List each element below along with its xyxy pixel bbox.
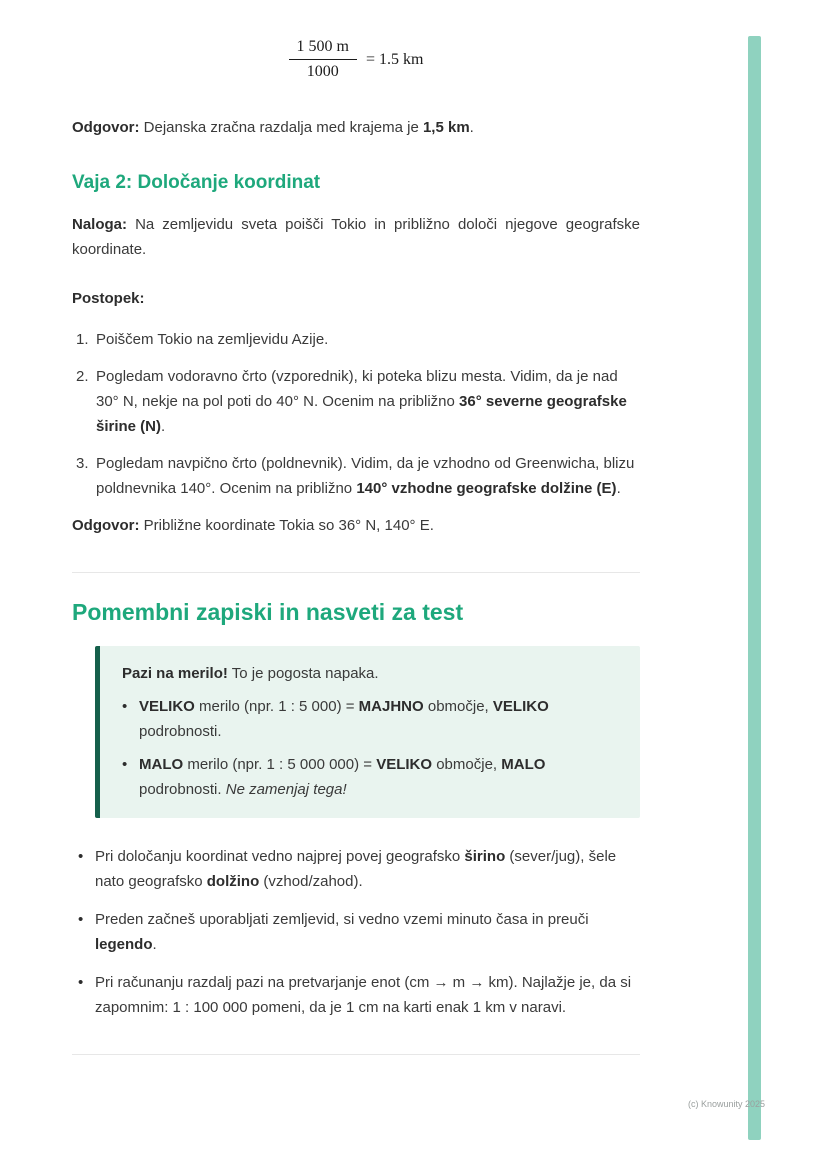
callout-bullet-1 [122, 694, 620, 744]
formula-denominator: 1000 [306, 63, 339, 80]
bullet-marker [78, 907, 95, 957]
tip-text: Pri določanju koordinat vedno najprej povej geografsko širino (sever/jug), šele nato geografsko dolžino (vzhod/zahod). [95, 848, 617, 890]
section-title-notes: Pomembni zapiski in nasveti za test [72, 599, 464, 625]
step-number: 2. [76, 368, 89, 385]
step-item-1 [76, 327, 640, 352]
answer-coordinates: Odgovor: Približne koordinate Tokia so 36° N, 140° E. [72, 517, 434, 534]
step-text: Pogledam navpično črto (poldnevnik). Vidim, da je vzhodno od Greenwicha, blizu poldnevnika 140°. Ocenim na približno 140° vzhodne geografske dolžine (E). [96, 455, 635, 497]
step-text: Poiščem Tokio na zemljevidu Azije. [96, 331, 329, 348]
page-edge-accent-bar [748, 36, 761, 1140]
warning-callout [95, 646, 640, 818]
formula-result: = 1.5 km [365, 50, 424, 68]
callout-bullet-text: VELIKO merilo (npr. 1 : 5 000) = MAJHNO območje, VELIKO podrobnosti. [139, 698, 549, 740]
copyright-footer: (c) Knowunity 2025 [688, 1099, 766, 1109]
postopek-label: Postopek: [72, 290, 145, 307]
document-content [72, 0, 640, 1055]
tip-text: Pri računanju razdalj pazi na pretvarjanje enot (cm → m → km). Najlažje je, da si zapomnim: 1 : 100 000 pomeni, da je 1 cm na karti enak 1 km v naravi. [95, 974, 632, 1016]
formula-fraction [289, 38, 357, 81]
section-title-vaja2: Vaja 2: Določanje koordinat [72, 172, 321, 193]
callout-bullet-2 [122, 752, 620, 802]
step-number: 1. [76, 331, 89, 348]
bullet-marker [122, 694, 139, 744]
step-text: Pogledam vodoravno črto (vzporednik), ki poteka blizu mesta. Vidim, da je nad 30° N, nekje na pol poti do 40° N. Ocenim na približno 36° severne geografske širine (N). [96, 368, 627, 435]
tips-list [72, 844, 640, 1020]
scale-formula [72, 38, 640, 81]
callout-bullet-text: MALO merilo (npr. 1 : 5 000 000) = VELIKO območje, MALO podrobnosti. Ne zamenjaj tega! [139, 756, 546, 798]
section-divider [72, 572, 640, 573]
step-item-3 [76, 451, 640, 501]
formula-numerator: 1 500 m [289, 38, 357, 60]
callout-intro: Pazi na merilo! To je pogosta napaka. [122, 665, 379, 682]
step-item-2 [76, 364, 640, 439]
bullet-marker [78, 970, 95, 1020]
tip-item-3 [78, 970, 640, 1020]
bullet-marker [122, 752, 139, 802]
naloga-paragraph: Naloga: Na zemljevidu sveta poišči Tokio in približno določi njegove geografske koordinate. [72, 216, 640, 258]
tip-item-1 [78, 844, 640, 894]
step-number: 3. [76, 455, 89, 472]
answer-distance: Odgovor: Dejanska zračna razdalja med krajema je 1,5 km. [72, 119, 474, 136]
bullet-marker [78, 844, 95, 894]
postopek-steps [72, 327, 640, 501]
tip-item-2 [78, 907, 640, 957]
bottom-divider [72, 1054, 640, 1055]
tip-text: Preden začneš uporabljati zemljevid, si vedno vzemi minuto časa in preuči legendo. [95, 911, 589, 953]
